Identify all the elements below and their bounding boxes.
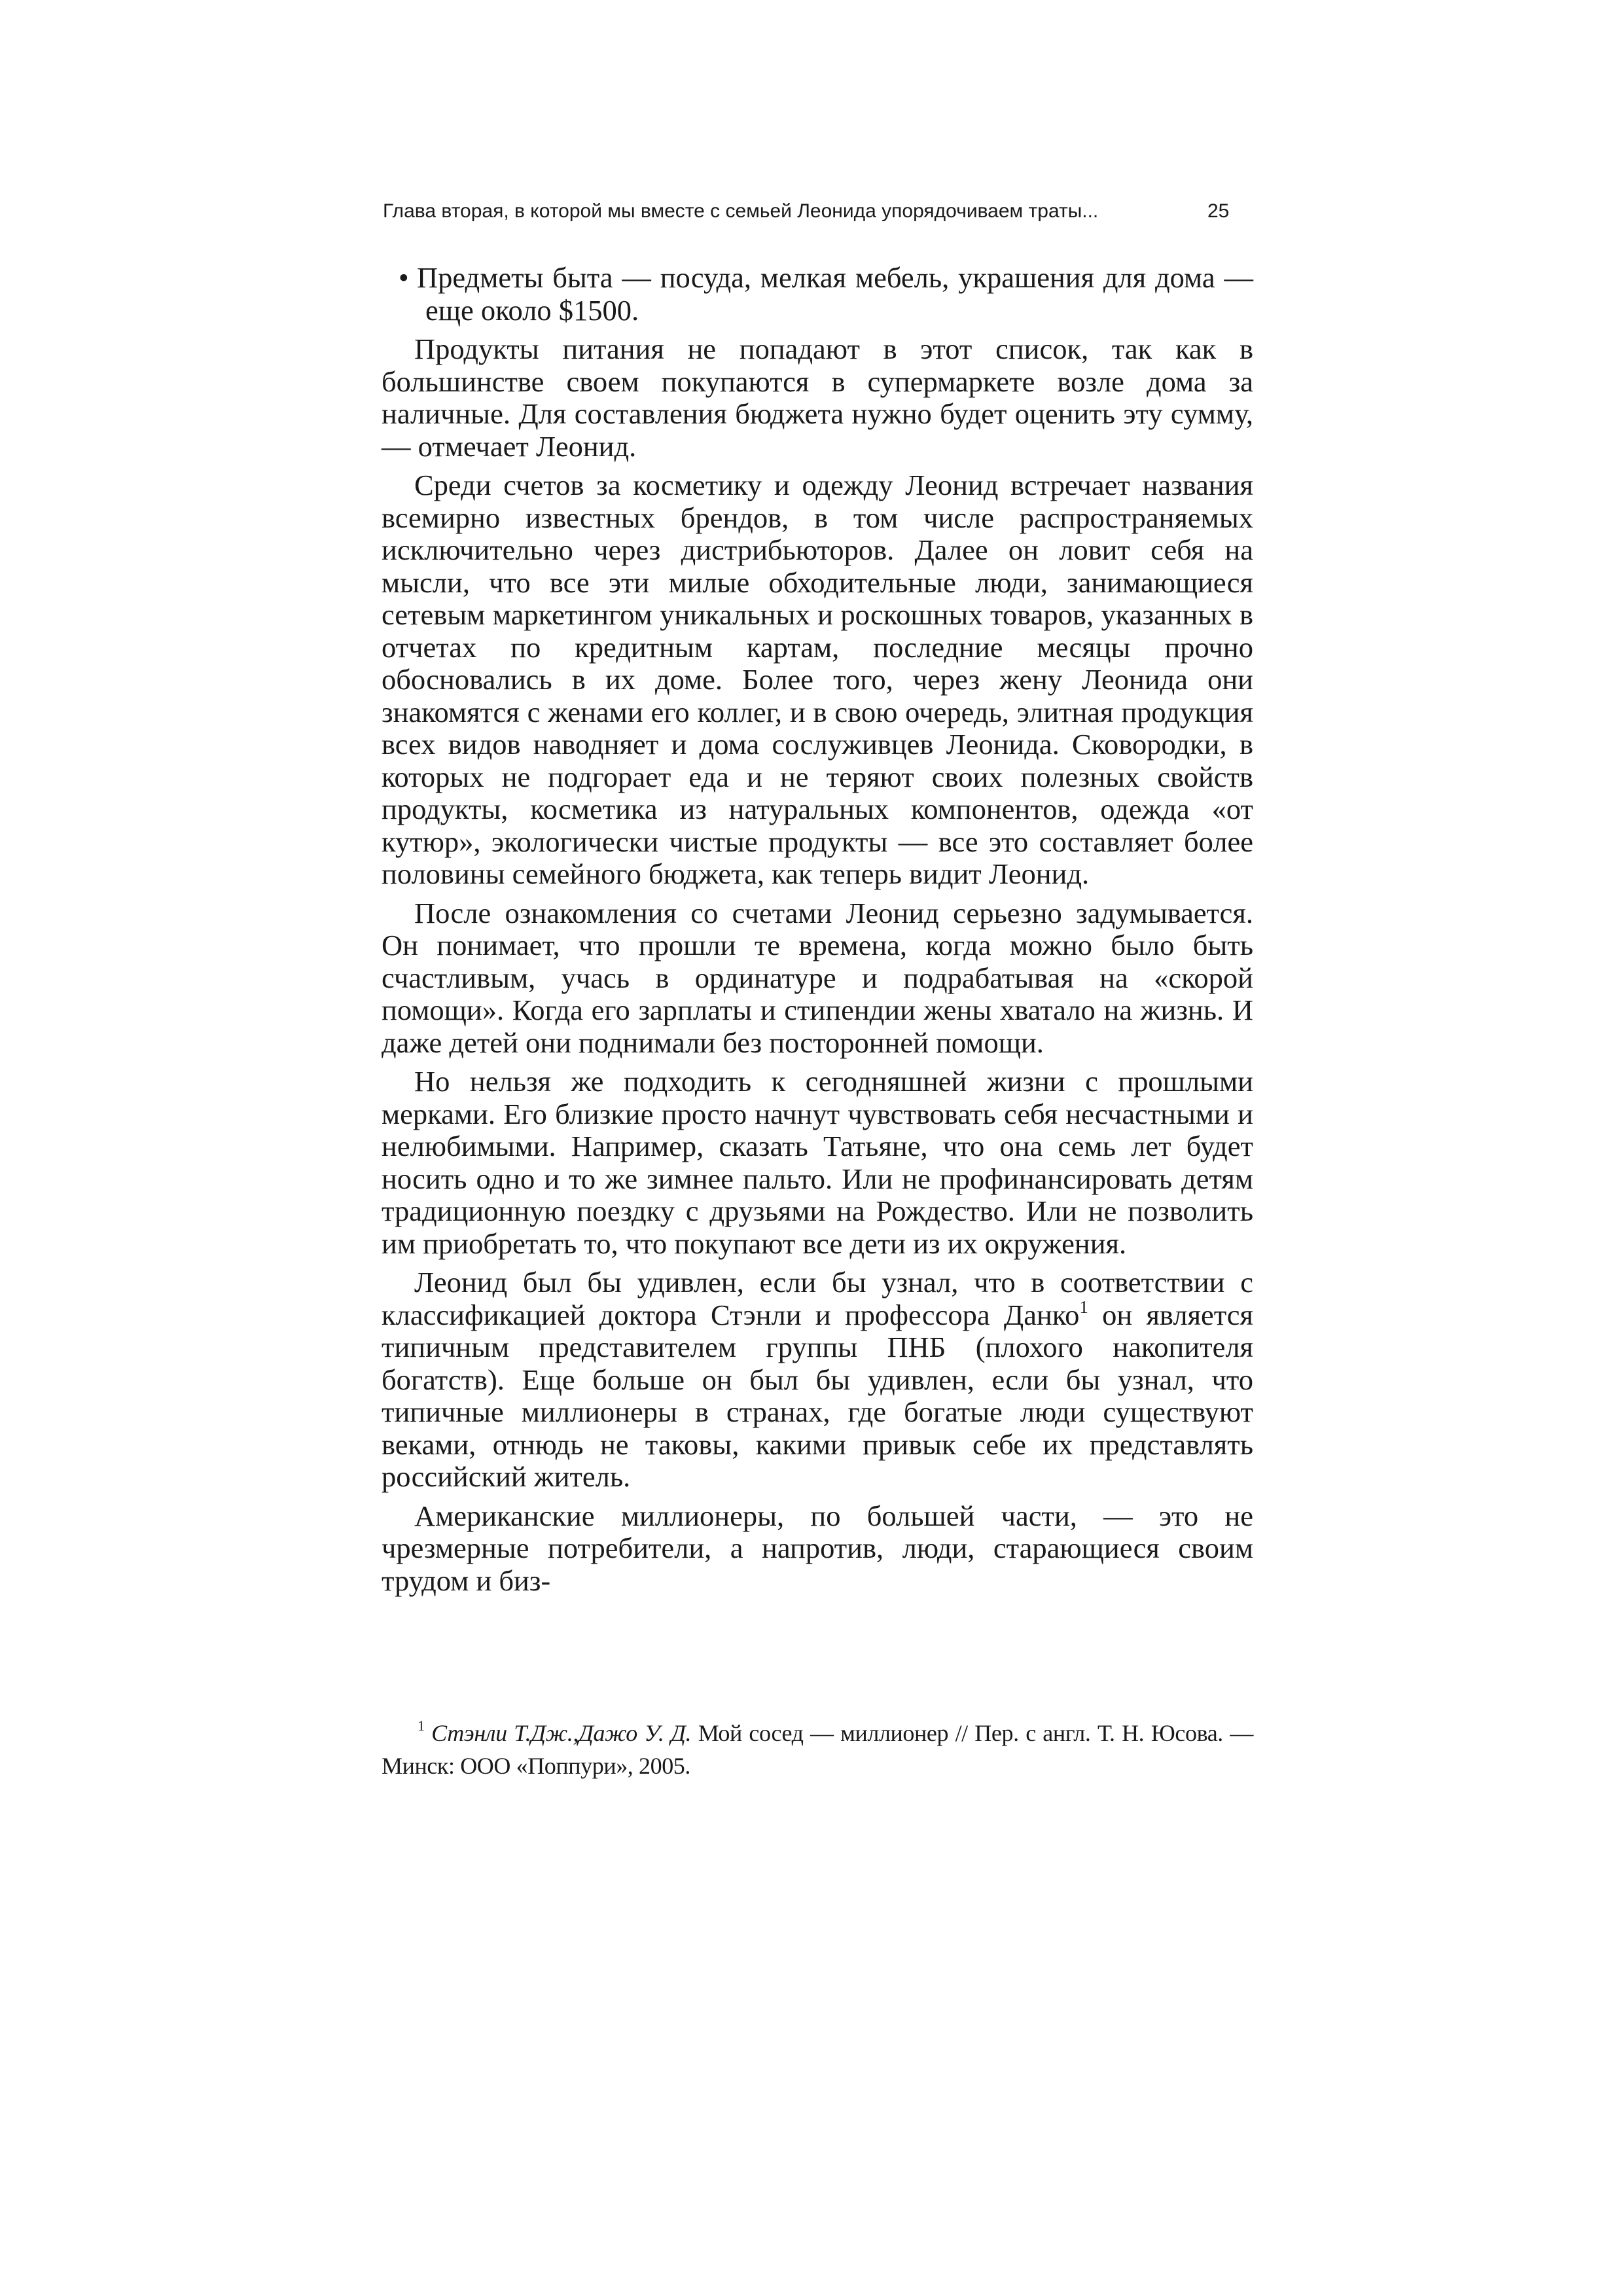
paragraph-text: Леонид был бы удивлен, если бы узнал, что в соответствии с классификацией доктора Стэнли и профессора Данко <box>382 1266 1253 1331</box>
running-header <box>383 195 1247 228</box>
paragraph: Продукты питания не попадают в этот список, так как в большинстве своем покупаются в супермаркете возле дома за наличные. Для составления бюджета нужно будет оценить эту сумму, — отмечает Леонид. <box>382 332 1253 463</box>
paragraph: Среди счетов за косметику и одежду Леонид встречает названия всемирно известных брендов, в том числе распространяемых исключительно через дистрибьюторов. Далее он ловит себя на мысли, что все эти милые обходительные люди, занимающиеся сетевым маркетингом уникальных и роскошных товаров, указанных в отчетах по кредитным картам, последние месяцы прочно обосновались в их доме. Более того, через жену Леонида они знакомятся с женами его коллег, и в свою очередь, элитная продукция всех видов наводняет и дома сослуживцев Леонида. Сковородки, в которых не подгорает еда и не теряют своих полезных свойств продукты, косметика из натуральных компонентов, одежда «от кутюр», экологически чистые продукты — все это составляет более половины семейного бюджета, как теперь видит Леонид. <box>382 469 1253 890</box>
page-number: 25 <box>1207 200 1230 222</box>
chapter-title: Глава вторая, в которой мы вместе с семьей Леонида упорядочиваем траты... <box>383 200 1099 222</box>
footnote-authors: Стэнли Т.Дж.,Дажо У. Д. <box>431 1720 692 1746</box>
bullet-marker: • <box>399 261 409 294</box>
paragraph-with-footnote-ref <box>382 1266 1253 1494</box>
paragraph: Американские миллионеры, по большей части, — это не чрезмерные потребители, а напротив, люди, старающиеся своим трудом и биз- <box>382 1499 1253 1597</box>
bullet-text: Предметы быта — посуда, мелкая мебель, украшения для дома — еще около $1500. <box>417 261 1253 327</box>
footnote-number: 1 <box>418 1717 425 1734</box>
bullet-item <box>382 262 1253 327</box>
footnote-text <box>382 1717 1253 1782</box>
footnote-citation: Мой сосед — миллионер // Пер. с англ. Т. Н. Юсова. — Минск: ООО «Поппури», 2005. <box>382 1720 1253 1779</box>
paragraph: После ознакомления со счетами Леонид серьезно задумывается. Он понимает, что прошли те времена, когда можно было быть счастливым, учась в ординатуре и подрабатывая на «скорой помощи». Когда его зарплаты и стипендии жены хватало на жизнь. И даже детей они поднимали без посторонней помощи. <box>382 896 1253 1059</box>
footnote <box>382 1717 1253 1782</box>
paragraph-text: он является типичным представителем группы ПНБ (плохого накопителя богатств). Еще больше он был бы удивлен, если бы узнал, что типичные миллионеры в странах, где богатые люди существуют веками, отнюдь не таковы, какими привык себе их представлять российский житель. <box>382 1298 1253 1493</box>
footnote-reference[interactable]: 1 <box>1079 1297 1088 1317</box>
paragraph: Но нельзя же подходить к сегодняшней жизни с прошлыми мерками. Его близкие просто начнут чувствовать себя несчастными и нелюбимыми. Например, сказать Татьяне, что она семь лет будет носить одно и то же зимнее пальто. Или не профинансировать детям традиционную поездку с друзьями на Рождество. Или не позволить им приобретать то, что покупают все дети из их окружения. <box>382 1065 1253 1260</box>
main-text <box>382 262 1253 1597</box>
